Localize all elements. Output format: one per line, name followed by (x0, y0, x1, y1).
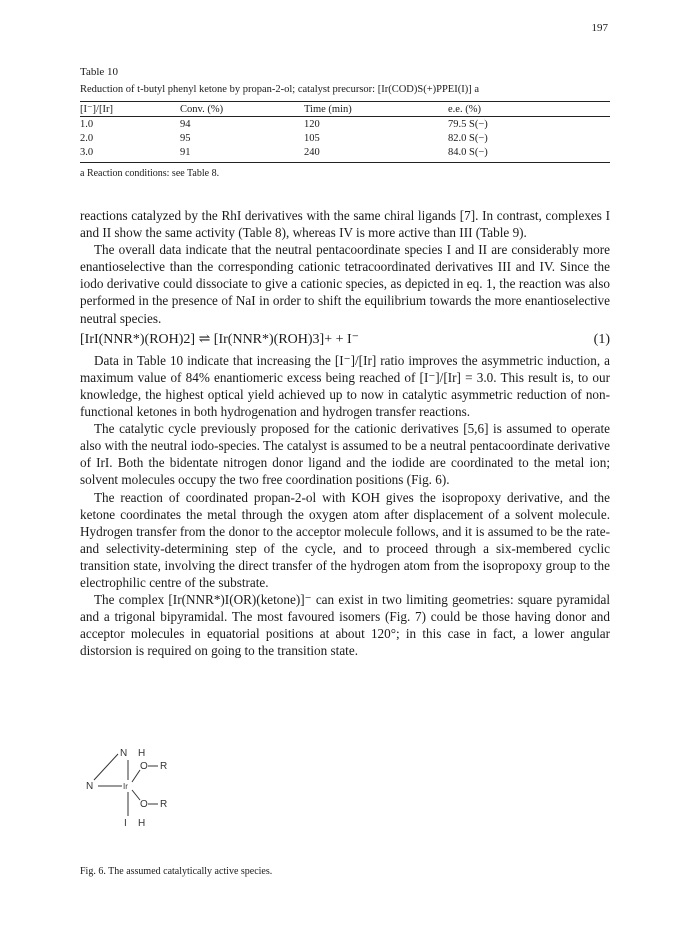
cell-conversion: 94 (180, 119, 191, 130)
paragraph: Data in Table 10 indicate that increasing the [I⁻]/[Ir] ratio improves the asymmetric induction, a maximum value of 84% enantiomeric excess being reached of [I⁻]/[Ir] = 3.0. This result is, to our knowledge, the highest optical yield achieved up to now in catalytic asymmetric reduction of non-functional ketones in both hydrogenation and hydrogen transfer reactions. (80, 352, 610, 420)
body-text (80, 207, 610, 659)
atom-n-left: N (86, 781, 94, 792)
header-conversion: Conv. (%) (180, 103, 224, 115)
table-row (80, 117, 610, 131)
page-number: 197 (591, 22, 608, 34)
bond-chelate-top (94, 754, 118, 780)
cell-ee: 79.5 S(−) (448, 119, 488, 130)
atom-h-top: H (138, 748, 146, 759)
paragraph: The complex [Ir(NNR*)I(OR)(ketone)]⁻ can exist in two limiting geometries: square pyramidal and a trigonal bipyramidal. The most favoured isomers (Fig. 7) could be those having donor and acceptor molecules in equatorial positions at about 120°; in this case in fact, a lower angular distorsion is required on going to the transition state. (80, 592, 610, 659)
cell-ratio: 1.0 (80, 119, 94, 130)
equation-body: [IrI(NNR*)(ROH)2] ⇌ [Ir(NNR*)(ROH)3]+ + I⁻ (80, 331, 360, 347)
atom-r-top: R (160, 761, 168, 772)
equation-1 (80, 331, 610, 348)
cell-time: 120 (304, 119, 320, 130)
cell-ee: 84.0 S(−) (448, 147, 488, 158)
cell-ratio: 3.0 (80, 147, 94, 158)
table-row (80, 131, 610, 145)
cell-conversion: 95 (180, 133, 191, 144)
table-label: Table 10 (80, 66, 119, 78)
paragraph: The catalytic cycle previously proposed for the cationic derivatives [5,6] is assumed to operate also with the neutral iodo-species. The catalyst is assumed to be a neutral pentacoordinate derivative of IrI. Both the bidentate nitrogen donor ligand and the iodide are coordinated to the metal ion; solvent molecules occupy the two free coordination positions (Fig. 6). (80, 421, 610, 488)
cell-ratio: 2.0 (80, 133, 94, 144)
data-table (80, 102, 610, 159)
table-caption: Reduction of t-butyl phenyl ketone by propan-2-ol; catalyst precursor: [Ir(COD)S(+)PPEI(I)] a (80, 84, 479, 95)
atom-n-top: N (120, 748, 128, 759)
structure-diagram (84, 744, 224, 834)
bond-ir-o-bottom (132, 790, 140, 800)
header-ee: e.e. (%) (448, 103, 481, 115)
header-ratio: [I⁻]/[Ir] (80, 104, 113, 115)
paragraph: The overall data indicate that the neutral pentacoordinate species I and II are considerably more enantioselective than the corresponding cationic tetracoordinated derivatives III and IV. Since the iodo derivative could dissociate to give a cationic species, as depicted in eq. 1, the reaction was also performed in the presence of NaI in order to shift the equilibrium towards the more enantioselective neutral species. (80, 242, 610, 326)
cell-conversion: 91 (180, 147, 191, 158)
figure-caption: Fig. 6. The assumed catalytically active species. (80, 866, 273, 877)
bond-ir-o-top (132, 770, 140, 782)
cell-ee: 82.0 S(−) (448, 133, 488, 144)
paragraph: reactions catalyzed by the RhI derivatives with the same chiral ligands [7]. In contrast, complexes I and II show the same activity (Table 8), whereas IV is more active than III (Table 9). (80, 208, 610, 241)
header-time: Time (min) (304, 103, 352, 115)
atom-i-bottom: I (124, 818, 127, 829)
cell-time: 240 (304, 147, 320, 158)
table-row (80, 145, 610, 159)
cell-time: 105 (304, 133, 320, 144)
atom-h-bottom: H (138, 818, 146, 829)
table-bottom-rule (80, 162, 610, 163)
atom-r-bottom: R (160, 799, 168, 810)
atom-o-bottom: O (140, 799, 148, 810)
equation-number: (1) (593, 331, 610, 347)
paragraph: The reaction of coordinated propan-2-ol with KOH gives the isopropoxy derivative, and the ketone coordinates the metal through the oxygen atom after displacement of a solvent molecule. Hydrogen transfer from the donor to the acceptor molecule follows, and it is assumed to be the rate- and selectivity-determining step of the cycle, and to proceed through a six-membered cyclic transition state, involving the direct transfer of the hydrogen atom from the isopropoxy group to the electrophilic centre of the substrate. (80, 489, 610, 590)
table-header-row (80, 102, 610, 116)
atom-ir: Ir (123, 782, 128, 791)
table-10 (80, 66, 610, 179)
table-footnote: a Reaction conditions: see Table 8. (80, 168, 220, 179)
atom-o-top: O (140, 761, 148, 772)
